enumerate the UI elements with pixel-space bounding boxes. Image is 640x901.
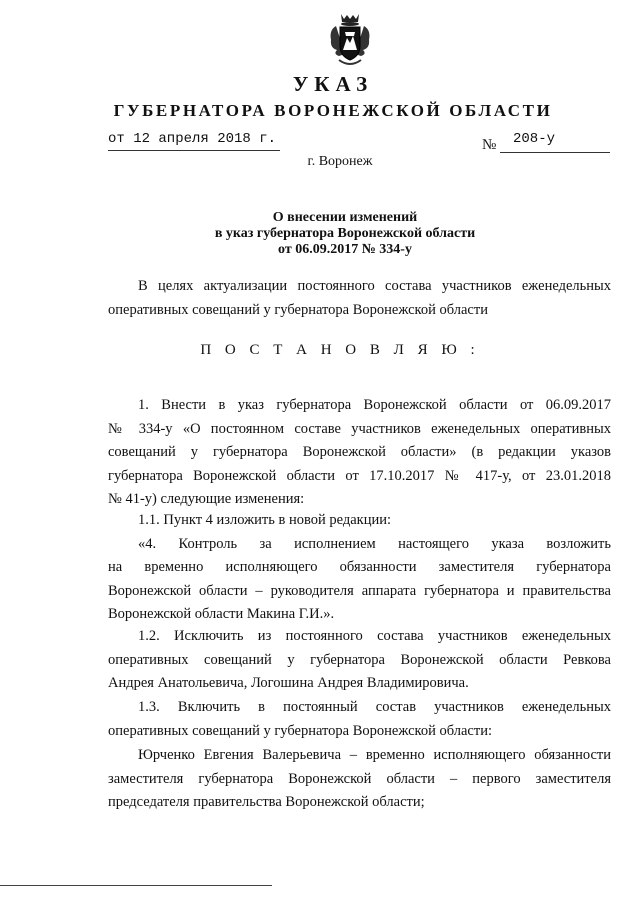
text-line: совещаний у губернатора Воронежской области» (в редакции указов	[108, 444, 611, 460]
item-1	[108, 394, 611, 512]
date-underline	[108, 150, 280, 151]
text-line: оперативных совещаний у губернатора Воронежской области:	[108, 722, 492, 739]
city: г. Воронеж	[307, 154, 373, 169]
person-entry	[108, 744, 611, 815]
text-line: губернатора Воронежской области от 17.10.2017 № 417-у, от 23.01.2018	[108, 467, 611, 484]
document-number: 208-у	[513, 131, 556, 147]
document-title: УКАЗ	[292, 72, 374, 96]
decree-word: П О С Т А Н О В Л Я Ю :	[200, 342, 480, 358]
text-line: Воронежской области Макина Г.И.».	[108, 606, 335, 622]
text-line: на временно исполняющего обязанности заместителя губернатора	[108, 559, 611, 575]
text-line: В целях актуализации постоянного состава участников еженедельных	[138, 278, 611, 294]
footer-divider	[0, 885, 272, 886]
document-date: от 12 апреля 2018 г.	[108, 131, 277, 147]
text-line: № 334-у «О постоянном составе участников еженедельных оперативных	[108, 420, 611, 437]
text-line: «4. Контроль за исполнением настоящего указа возложить	[138, 535, 611, 552]
document-subtitle: ГУБЕРНАТОРА ВОРОНЕЖСКОЙ ОБЛАСТИ	[113, 101, 553, 120]
text-line: заместителя губернатора Воронежской области – первого заместителя	[108, 770, 611, 787]
text-line: оперативных совещаний у губернатора Воронежской области Ревкова	[108, 651, 611, 668]
text-line: 1.1. Пункт 4 изложить в новой редакции:	[138, 512, 392, 528]
text-line: оперативных совещаний у губернатора Воронежской области	[108, 301, 488, 318]
item-1-1	[108, 509, 611, 627]
number-underline	[500, 152, 610, 153]
document-subject	[0, 210, 640, 258]
text-line: Юрченко Евгения Валерьевича – временно исполняющего обязанности	[138, 747, 611, 763]
coat-of-arms-icon	[327, 10, 373, 70]
text-line: 1.3. Включить в постоянный состав участников еженедельных	[138, 699, 611, 715]
text-line: Воронежской области – руководителя аппарата губернатора и правительства	[108, 582, 611, 599]
number-sign: №	[482, 137, 497, 153]
subject-line: от 06.09.2017 № 334-у	[278, 242, 412, 257]
text-line: 1. Внести в указ губернатора Воронежской области от 06.09.2017	[138, 397, 611, 413]
preamble	[108, 275, 611, 322]
item-1-2	[108, 625, 611, 696]
text-line: председателя правительства Воронежской области;	[108, 794, 425, 810]
subject-line: в указ губернатора Воронежской области	[214, 226, 476, 241]
text-line: 1.2. Исключить из постоянного состава участников еженедельных	[138, 628, 611, 644]
text-line: Андрея Анатольевича, Логошина Андрея Владимировича.	[108, 675, 469, 691]
subject-line: О внесении изменений	[272, 210, 418, 225]
text-line: № 41-у) следующие изменения:	[108, 491, 305, 507]
item-1-3	[108, 696, 611, 743]
